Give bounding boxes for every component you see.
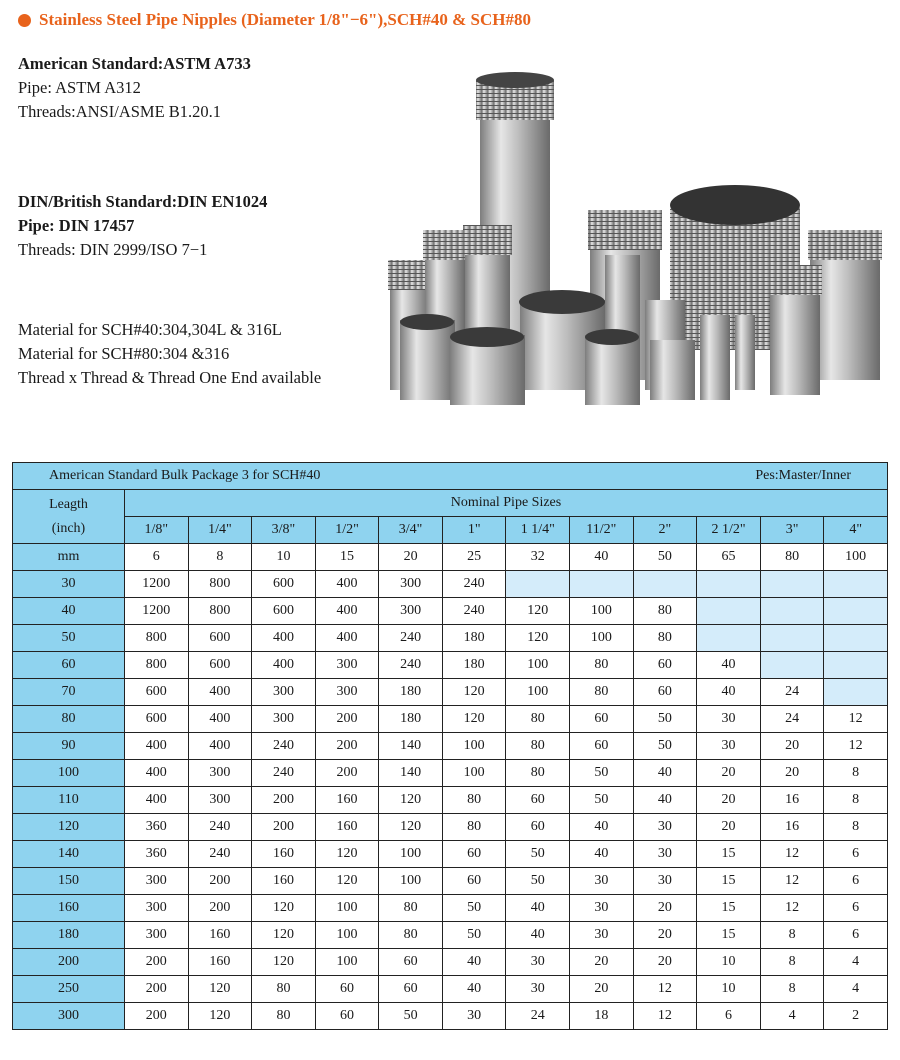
table-cell: 140: [379, 760, 443, 787]
table-cell: [824, 571, 888, 598]
table-cell: 8: [760, 976, 824, 1003]
length-cell: 30: [13, 571, 125, 598]
size-header-cell: 3": [760, 517, 824, 544]
table-cell: 600: [252, 571, 316, 598]
table-cell: 300: [188, 787, 252, 814]
table-cell: 120: [506, 625, 570, 652]
table-cell: 10: [697, 949, 761, 976]
table-cell: 180: [379, 706, 443, 733]
table-cell: [570, 571, 634, 598]
american-threads-spec: Threads:ANSI/ASME B1.20.1: [18, 102, 222, 121]
table-cell: 200: [315, 760, 379, 787]
length-cell: 110: [13, 787, 125, 814]
size-header-cell: 2": [633, 517, 697, 544]
material-sch80: Material for SCH#80:304 &316: [18, 344, 230, 363]
table-cell: 24: [760, 706, 824, 733]
table-cell: 40: [570, 841, 634, 868]
table-cell: 40: [570, 814, 634, 841]
table-cell: 12: [760, 895, 824, 922]
table-cell: 40: [442, 949, 506, 976]
table-cell: 8: [760, 922, 824, 949]
mm-cell: 20: [379, 544, 443, 571]
size-header-cell: 1 1/4": [506, 517, 570, 544]
table-cell: 15: [697, 868, 761, 895]
table-row: [13, 787, 888, 814]
table-cell: 60: [379, 976, 443, 1003]
table-cell: 2: [824, 1003, 888, 1030]
table-cell: 100: [379, 841, 443, 868]
table-cell: 50: [506, 868, 570, 895]
table-cell: 240: [442, 571, 506, 598]
table-cell: 15: [697, 841, 761, 868]
size-header-cell: 3/4": [379, 517, 443, 544]
table-cell: 20: [633, 949, 697, 976]
table-cell: [760, 652, 824, 679]
table-cell: 30: [633, 841, 697, 868]
table-cell: 40: [506, 922, 570, 949]
table-cell: 120: [442, 679, 506, 706]
table-cell: 120: [252, 922, 316, 949]
table-row: [13, 1003, 888, 1030]
length-cell: 150: [13, 868, 125, 895]
table-cell: [760, 571, 824, 598]
table-cell: 240: [379, 652, 443, 679]
table-cell: 600: [252, 598, 316, 625]
page-title-text: Stainless Steel Pipe Nipples (Diameter 1/8"−6"),SCH#40 & SCH#80: [39, 10, 531, 29]
table-cell: 200: [125, 976, 189, 1003]
table-cell: 200: [315, 733, 379, 760]
table-cell: 50: [442, 895, 506, 922]
mm-cell: 50: [633, 544, 697, 571]
table-cell: 100: [315, 949, 379, 976]
length-cell: 200: [13, 949, 125, 976]
table-cell: 60: [379, 949, 443, 976]
table-row: [13, 652, 888, 679]
table-cell: 120: [379, 814, 443, 841]
table-cell: 360: [125, 814, 189, 841]
bulk-package-table: [12, 462, 888, 1030]
table-cell: 800: [188, 571, 252, 598]
table-cell: 120: [442, 706, 506, 733]
table-row: [13, 706, 888, 733]
table-cell: 80: [442, 814, 506, 841]
table-cell: [824, 679, 888, 706]
table-cell: 600: [188, 652, 252, 679]
table-cell: 600: [125, 706, 189, 733]
mm-cell: 10: [252, 544, 316, 571]
mm-row: [13, 544, 888, 571]
table-cell: 100: [570, 625, 634, 652]
table-cell: 300: [315, 679, 379, 706]
table-cell: 60: [315, 976, 379, 1003]
size-header-cell: 3/8": [252, 517, 316, 544]
table-cell: 6: [824, 868, 888, 895]
table-cell: 160: [252, 868, 316, 895]
table-cell: 80: [506, 760, 570, 787]
table-cell: 400: [125, 733, 189, 760]
table-cell: 400: [315, 571, 379, 598]
table-caption: American Standard Bulk Package 3 for SCH#40: [13, 463, 697, 490]
table-cell: 60: [633, 679, 697, 706]
size-header-cell: 1/2": [315, 517, 379, 544]
table-cell: 240: [252, 733, 316, 760]
table-cell: 100: [442, 733, 506, 760]
table-cell: 8: [824, 787, 888, 814]
table-cell: 60: [442, 841, 506, 868]
table-cell: 800: [125, 625, 189, 652]
mm-cell: 6: [125, 544, 189, 571]
table-cell: [824, 652, 888, 679]
table-cell: 40: [697, 652, 761, 679]
table-row: [13, 922, 888, 949]
table-row: [13, 895, 888, 922]
table-cell: 300: [188, 760, 252, 787]
table-cell: 16: [760, 814, 824, 841]
table-caption-right: Pes:Master/Inner: [697, 463, 888, 490]
materials-block: [18, 318, 321, 390]
table-cell: 120: [315, 868, 379, 895]
table-cell: 200: [315, 706, 379, 733]
table-cell: 40: [697, 679, 761, 706]
table-cell: 18: [570, 1003, 634, 1030]
mm-cell: 8: [188, 544, 252, 571]
table-cell: 180: [442, 652, 506, 679]
table-cell: [633, 571, 697, 598]
table-cell: 12: [633, 1003, 697, 1030]
table-cell: 60: [570, 733, 634, 760]
table-cell: 160: [252, 841, 316, 868]
din-threads-spec: Threads: DIN 2999/ISO 7−1: [18, 240, 208, 259]
bullet-dot-icon: [18, 14, 31, 27]
size-header-cell: 4": [824, 517, 888, 544]
table-cell: 80: [570, 679, 634, 706]
table-cell: 160: [188, 922, 252, 949]
table-cell: 120: [188, 976, 252, 1003]
table-cell: 80: [570, 652, 634, 679]
table-cell: 300: [252, 679, 316, 706]
length-cell: 90: [13, 733, 125, 760]
american-pipe-spec: Pipe: ASTM A312: [18, 78, 141, 97]
table-cell: 120: [188, 1003, 252, 1030]
table-cell: 160: [315, 814, 379, 841]
table-cell: 400: [252, 625, 316, 652]
table-cell: 30: [697, 733, 761, 760]
table-cell: 50: [442, 922, 506, 949]
table-cell: 4: [824, 949, 888, 976]
table-cell: 40: [506, 895, 570, 922]
table-cell: 50: [570, 787, 634, 814]
length-header: [13, 490, 125, 544]
table-cell: 80: [252, 976, 316, 1003]
table-cell: 300: [252, 706, 316, 733]
american-standard-block: [18, 52, 251, 124]
table-cell: 400: [252, 652, 316, 679]
table-cell: 12: [633, 976, 697, 1003]
length-header-label: Leagth: [49, 496, 88, 512]
table-cell: 600: [188, 625, 252, 652]
table-row: [13, 760, 888, 787]
table-cell: 6: [824, 895, 888, 922]
table-cell: 800: [125, 652, 189, 679]
table-cell: 80: [506, 706, 570, 733]
table-cell: 60: [570, 706, 634, 733]
table-cell: 240: [188, 841, 252, 868]
table-row: [13, 679, 888, 706]
table-cell: 4: [760, 1003, 824, 1030]
table-cell: 40: [633, 787, 697, 814]
table-cell: 400: [188, 679, 252, 706]
length-cell: 80: [13, 706, 125, 733]
table-cell: 60: [315, 1003, 379, 1030]
table-cell: 80: [442, 787, 506, 814]
thread-options: Thread x Thread & Thread One End available: [18, 368, 322, 387]
table-cell: 24: [506, 1003, 570, 1030]
table-cell: 200: [252, 787, 316, 814]
table-cell: 240: [252, 760, 316, 787]
table-cell: 180: [379, 679, 443, 706]
table-cell: [506, 571, 570, 598]
table-cell: 20: [697, 814, 761, 841]
table-cell: 100: [506, 679, 570, 706]
table-cell: 80: [379, 895, 443, 922]
table-cell: 140: [379, 733, 443, 760]
table-cell: 400: [125, 787, 189, 814]
table-cell: 180: [442, 625, 506, 652]
length-cell: 100: [13, 760, 125, 787]
table-cell: [697, 598, 761, 625]
table-cell: 30: [697, 706, 761, 733]
length-cell: 140: [13, 841, 125, 868]
table-header-row: [13, 490, 888, 517]
table-cell: 300: [125, 895, 189, 922]
mm-cell: 15: [315, 544, 379, 571]
table-cell: 100: [315, 895, 379, 922]
din-standard-block: [18, 190, 267, 262]
table-cell: 12: [760, 841, 824, 868]
table-cell: 40: [633, 760, 697, 787]
length-cell: 120: [13, 814, 125, 841]
table-cell: 30: [442, 1003, 506, 1030]
table-cell: 120: [252, 949, 316, 976]
table-cell: 30: [570, 868, 634, 895]
table-cell: 20: [760, 733, 824, 760]
table-cell: 20: [633, 895, 697, 922]
table-cell: 200: [125, 1003, 189, 1030]
table-cell: 60: [442, 868, 506, 895]
nominal-size-header: Nominal Pipe Sizes: [125, 490, 888, 517]
table-cell: 300: [379, 598, 443, 625]
table-cell: 300: [379, 571, 443, 598]
table-cell: 20: [570, 949, 634, 976]
table-cell: 300: [125, 922, 189, 949]
table-cell: [697, 625, 761, 652]
table-cell: 120: [379, 787, 443, 814]
table-cell: 600: [125, 679, 189, 706]
table-cell: 8: [824, 814, 888, 841]
size-header-cell: 1/4": [188, 517, 252, 544]
length-cell: 40: [13, 598, 125, 625]
table-cell: 100: [379, 868, 443, 895]
table-cell: 50: [633, 706, 697, 733]
table-cell: 1200: [125, 571, 189, 598]
length-cell: 300: [13, 1003, 125, 1030]
table-cell: 12: [760, 868, 824, 895]
table-row: [13, 625, 888, 652]
mm-cell: 100: [824, 544, 888, 571]
table-cell: 60: [506, 814, 570, 841]
mm-cell: 80: [760, 544, 824, 571]
table-cell: 80: [379, 922, 443, 949]
table-row: [13, 976, 888, 1003]
table-cell: 8: [760, 949, 824, 976]
table-cell: 200: [188, 868, 252, 895]
table-cell: 20: [760, 760, 824, 787]
table-cell: 400: [315, 625, 379, 652]
table-cell: 30: [506, 949, 570, 976]
table-cell: 400: [188, 733, 252, 760]
size-header-cell: 1/8": [125, 517, 189, 544]
table-cell: 8: [824, 760, 888, 787]
table-cell: 240: [379, 625, 443, 652]
table-cell: 40: [442, 976, 506, 1003]
length-cell: 180: [13, 922, 125, 949]
table-cell: 6: [824, 922, 888, 949]
table-row: [13, 841, 888, 868]
mm-cell: 32: [506, 544, 570, 571]
table-cell: 300: [125, 868, 189, 895]
table-cell: 50: [570, 760, 634, 787]
length-cell: 160: [13, 895, 125, 922]
table-row: [13, 571, 888, 598]
length-cell: 70: [13, 679, 125, 706]
length-cell: 250: [13, 976, 125, 1003]
table-cell: 20: [697, 760, 761, 787]
size-header-cell: 11/2": [570, 517, 634, 544]
table-cell: 120: [252, 895, 316, 922]
material-sch40: Material for SCH#40:304,304L & 316L: [18, 320, 282, 339]
table-cell: 160: [315, 787, 379, 814]
table-cell: 30: [633, 868, 697, 895]
table-cell: 50: [633, 733, 697, 760]
table-row: [13, 949, 888, 976]
table-row: [13, 733, 888, 760]
table-cell: 240: [188, 814, 252, 841]
table-cell: 60: [506, 787, 570, 814]
mm-cell: 25: [442, 544, 506, 571]
table-cell: 4: [824, 976, 888, 1003]
table-cell: 200: [125, 949, 189, 976]
table-cell: 60: [633, 652, 697, 679]
table-cell: 30: [570, 922, 634, 949]
table-cell: 6: [824, 841, 888, 868]
mm-cell: 40: [570, 544, 634, 571]
table-cell: 50: [506, 841, 570, 868]
table-cell: 15: [697, 895, 761, 922]
table-cell: [760, 598, 824, 625]
table-cell: 120: [315, 841, 379, 868]
table-cell: [824, 625, 888, 652]
pipe-nipples-photo: [380, 70, 890, 420]
table-row: [13, 598, 888, 625]
table-cell: 16: [760, 787, 824, 814]
table-cell: 50: [379, 1003, 443, 1030]
din-pipe-spec: Pipe: DIN 17457: [18, 216, 135, 235]
table-cell: 12: [824, 733, 888, 760]
table-cell: [697, 571, 761, 598]
table-cell: 100: [315, 922, 379, 949]
table-cell: 400: [188, 706, 252, 733]
table-cell: 12: [824, 706, 888, 733]
length-header-unit: (inch): [51, 520, 86, 536]
length-cell: 50: [13, 625, 125, 652]
table-cell: 400: [315, 598, 379, 625]
table-cell: 80: [633, 625, 697, 652]
table-row: [13, 868, 888, 895]
table-cell: 160: [188, 949, 252, 976]
table-cell: 100: [442, 760, 506, 787]
size-header-cell: 1": [442, 517, 506, 544]
table-cell: 80: [506, 733, 570, 760]
table-cell: 30: [506, 976, 570, 1003]
table-cell: 80: [252, 1003, 316, 1030]
table-cell: 10: [697, 976, 761, 1003]
table-cell: 15: [697, 922, 761, 949]
mm-label: mm: [13, 544, 125, 571]
table-cell: 360: [125, 841, 189, 868]
table-cell: 240: [442, 598, 506, 625]
length-cell: 60: [13, 652, 125, 679]
table-cell: [760, 625, 824, 652]
table-caption-row: [13, 463, 888, 490]
table-cell: 1200: [125, 598, 189, 625]
table-cell: 24: [760, 679, 824, 706]
table-cell: 120: [506, 598, 570, 625]
american-standard-heading: American Standard:ASTM A733: [18, 54, 251, 73]
table-cell: 30: [633, 814, 697, 841]
page-title: [18, 10, 531, 30]
table-cell: 6: [697, 1003, 761, 1030]
table-cell: 30: [570, 895, 634, 922]
table-cell: 20: [570, 976, 634, 1003]
table-cell: 80: [633, 598, 697, 625]
table-cell: 100: [570, 598, 634, 625]
table-cell: 100: [506, 652, 570, 679]
size-header-row: [13, 517, 888, 544]
table-row: [13, 814, 888, 841]
table-cell: 300: [315, 652, 379, 679]
table-cell: 200: [252, 814, 316, 841]
size-header-cell: 2 1/2": [697, 517, 761, 544]
din-standard-heading: DIN/British Standard:DIN EN1024: [18, 192, 268, 211]
table-cell: [824, 598, 888, 625]
table-cell: 20: [633, 922, 697, 949]
mm-cell: 65: [697, 544, 761, 571]
table-cell: 200: [188, 895, 252, 922]
table-cell: 20: [697, 787, 761, 814]
table-cell: 400: [125, 760, 189, 787]
table-cell: 800: [188, 598, 252, 625]
